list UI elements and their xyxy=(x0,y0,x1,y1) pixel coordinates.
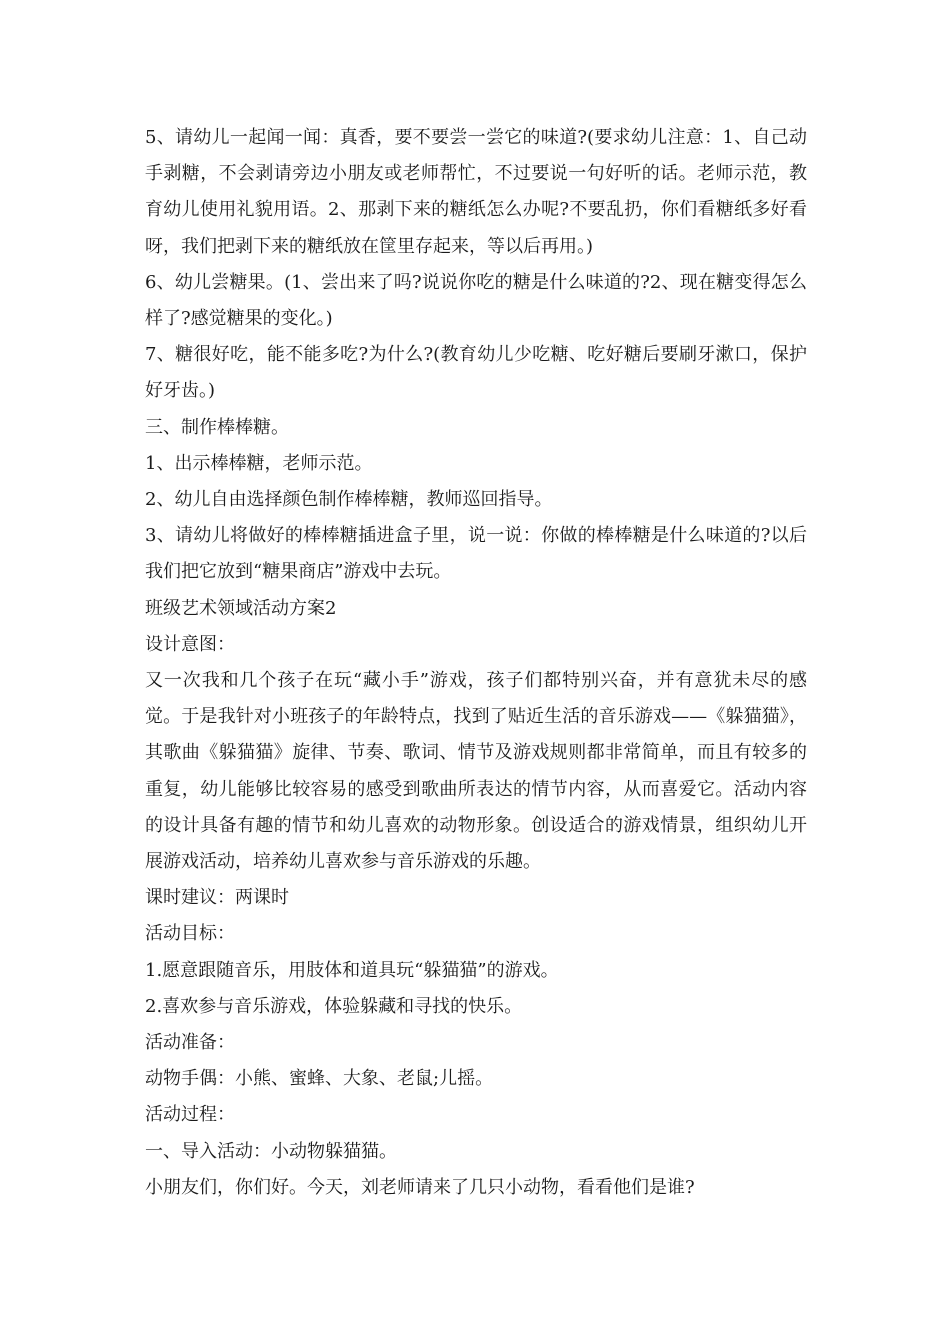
section-heading-intro-activity: 一、导入活动：小动物躲猫猫。 xyxy=(145,1140,397,1162)
paragraph-lollipop-step-2: 2、幼儿自由选择颜色制作棒棒糖，教师巡回指导。 xyxy=(145,489,553,511)
paragraph-step-6: 6、幼儿尝糖果。(1、尝出来了吗?说说你吃的糖是什么味道的?2、现在糖变得怎么样了?感觉糖果的变化。) xyxy=(145,271,807,330)
paragraph-intro-greeting: 小朋友们，你们好。今天，刘老师请来了几只小动物，看看他们是谁? xyxy=(145,1176,695,1198)
paragraph-lesson-suggestion: 课时建议：两课时 xyxy=(145,887,289,909)
paragraph-goal-2: 2.喜欢参与音乐游戏，体验躲藏和寻找的快乐。 xyxy=(145,995,523,1017)
paragraph-step-7: 7、糖很好吃，能不能多吃?为什么?(教育幼儿少吃糖、吃好糖后要刷牙漱口，保护好牙齿。) xyxy=(145,344,807,402)
paragraph-lollipop-step-3: 3、请幼儿将做好的棒棒糖插进盒子里，说一说：你做的棒棒糖是什么味道的?以后我们把它放到“糖果商店”游戏中去玩。 xyxy=(145,525,807,583)
paragraph-goal-1: 1.愿意跟随音乐，用肢体和道具玩“躲猫猫”的游戏。 xyxy=(145,959,559,981)
paragraph-step-5: 5、请幼儿一起闻一闻：真香，要不要尝一尝它的味道?(要求幼儿注意：1、自己动手剥糖，不会剥请旁边小朋友或老师帮忙，不过要说一句好听的话。老师示范，教育幼儿使用礼貌用语。2、那剥下来的糖纸怎么办呢?不要乱扔，你们看糖纸多好看呀，我们把剥下来的糖纸放在筐里存起来，等以后再用。) xyxy=(145,127,807,257)
heading-activity-preparation: 活动准备： xyxy=(145,1032,235,1054)
section-heading-make-lollipop: 三、制作棒棒糖。 xyxy=(145,416,289,438)
paragraph-design-intent: 又一次我和几个孩子在玩“藏小手”游戏，孩子们都特别兴奋，并有意犹未尽的感觉。于是我针对小班孩子的年龄特点，找到了贴近生活的音乐游戏——《躲猫猫》，其歌曲《躲猫猫》旋律、节奏、歌词、情节及游戏规则都非常简单，而且有较多的重复，幼儿能够比较容易的感受到歌曲所表达的情节内容，从而喜爱它。活动内容的设计具备有趣的情节和幼儿喜欢的动物形象。创设适合的游戏情景，组织幼儿开展游戏活动，培养幼儿喜欢参与音乐游戏的乐趣。 xyxy=(145,670,807,873)
plan-title-2: 班级艺术领域活动方案2 xyxy=(145,597,337,619)
paragraph-preparation-items: 动物手偶：小熊、蜜蜂、大象、老鼠;儿摇。 xyxy=(145,1068,494,1090)
heading-activity-process: 活动过程： xyxy=(145,1104,235,1126)
heading-design-intent: 设计意图： xyxy=(145,633,235,655)
heading-activity-goals: 活动目标： xyxy=(145,923,235,945)
document-body xyxy=(145,120,807,1206)
paragraph-lollipop-step-1: 1、出示棒棒糖，老师示范。 xyxy=(145,452,373,474)
